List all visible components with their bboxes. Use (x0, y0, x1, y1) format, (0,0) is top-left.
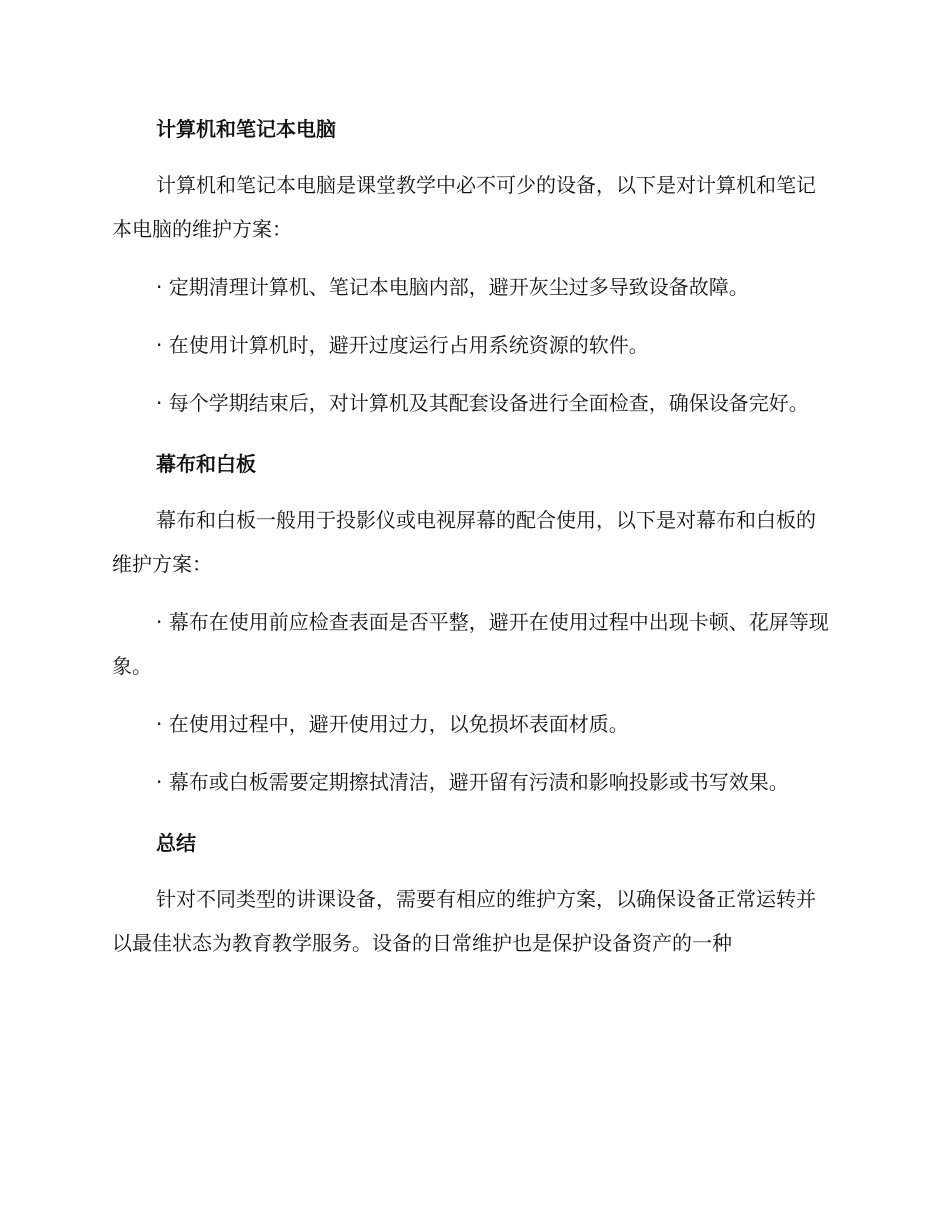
section-intro: 针对不同类型的讲课设备，需要有相应的维护方案，以确保设备正常运转并以最佳状态为教育教学服务。设备的日常维护也是保护设备资产的一种 (112, 887, 816, 955)
document-page (112, 104, 834, 979)
section-computers (112, 104, 834, 425)
section-intro: 计算机和笔记本电脑是课堂教学中必不可少的设备，以下是对计算机和笔记本电脑的维护方案： (112, 173, 816, 241)
bullet-item: · 幕布或白板需要定期擦拭清洁，避开留有污渍和影响投影或书写效果。 (156, 770, 789, 794)
section-screens-whiteboards (112, 439, 834, 804)
bullet-item: · 定期清理计算机、笔记本电脑内部，避开灰尘过多导致设备故障。 (156, 275, 749, 299)
section-heading: 计算机和笔记本电脑 (156, 117, 336, 141)
section-intro: 幕布和白板一般用于投影仪或电视屏幕的配合使用，以下是对幕布和白板的维护方案： (112, 508, 816, 576)
section-summary (112, 818, 834, 965)
bullet-item: · 在使用计算机时，避开过度运行占用系统资源的软件。 (156, 333, 649, 357)
bullet-item: · 在使用过程中，避开使用过力，以免损坏表面材质。 (156, 712, 629, 736)
bullet-item: · 每个学期结束后，对计算机及其配套设备进行全面检查，确保设备完好。 (156, 391, 809, 415)
bullet-item: · 幕布在使用前应检查表面是否平整，避开在使用过程中出现卡顿、花屏等现象。 (112, 610, 829, 678)
section-heading: 总结 (156, 831, 196, 855)
section-heading: 幕布和白板 (156, 452, 256, 476)
